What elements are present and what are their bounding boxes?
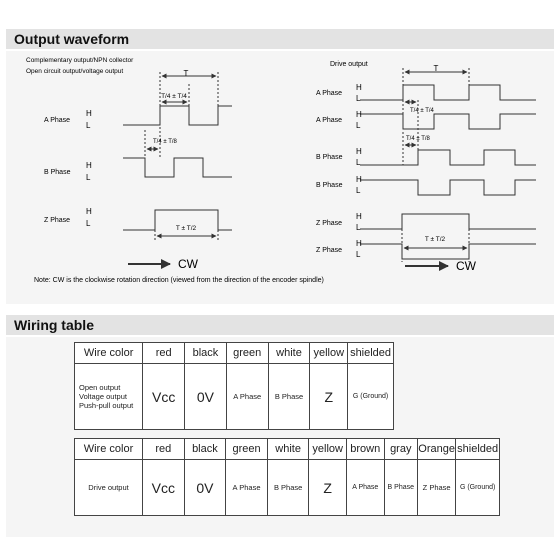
header-cell: gray (384, 439, 417, 460)
left-cw-label: CW (178, 257, 198, 271)
right-caption: Drive output (330, 61, 368, 68)
table-row (75, 364, 394, 430)
left-b-high: H (86, 161, 92, 170)
header-cell: red (143, 439, 185, 460)
wiring-table-header (6, 315, 554, 335)
left-z-high: H (86, 207, 92, 216)
header-cell: Wire color (75, 439, 143, 460)
header-cell: yellow (310, 343, 348, 364)
right-b-low: L (356, 158, 361, 167)
row-label-line: Push-pull output (79, 401, 134, 410)
row-label: Drive output (75, 460, 143, 516)
left-b-phase-label: B Phase (44, 169, 71, 176)
left-z-width-label: T ± T/2 (175, 225, 197, 232)
right-b-comp-high: H (356, 175, 362, 184)
table-cell: 0V (184, 460, 226, 516)
row-label-line: Open output (79, 383, 121, 392)
header-cell: white (267, 439, 309, 460)
left-a-phase-label: A Phase (44, 117, 71, 124)
right-cw-label: CW (456, 259, 476, 273)
table-cell: B Phase (267, 460, 309, 516)
right-a-comp-phase-label: A Phase (316, 117, 343, 124)
right-period-label: T (433, 64, 439, 73)
right-z-low: L (356, 223, 361, 232)
right-b-phase-label: B Phase (316, 154, 343, 161)
table-cell: B Phase (384, 460, 417, 516)
left-a-low: L (86, 121, 91, 130)
header-cell: Orange (418, 439, 456, 460)
left-eighth-label: T/4 ± T/8 (153, 139, 177, 145)
wiring-table-2 (74, 438, 500, 516)
row-label-line: Voltage output (79, 392, 127, 401)
right-z-phase-label: Z Phase (316, 220, 343, 227)
right-eighth-label: T/4 ± T/8 (406, 136, 430, 142)
table-cell: G (Ground) (348, 364, 394, 430)
right-b-comp-phase-label: B Phase (316, 182, 343, 189)
right-z-width-label: T ± T/2 (424, 236, 446, 243)
wiring-table-1 (74, 342, 394, 430)
left-b-low: L (86, 173, 91, 182)
right-a-high: H (356, 83, 362, 92)
table-row (75, 343, 394, 364)
table-cell: G (Ground) (456, 460, 500, 516)
left-period-label: T (183, 69, 189, 78)
right-b-comp-low: L (356, 186, 361, 195)
right-a-phase-label: A Phase (316, 90, 343, 97)
table-row (75, 439, 500, 460)
right-z-comp-high: H (356, 239, 362, 248)
right-a-comp-low: L (356, 121, 361, 130)
table-cell: A Phase (226, 364, 268, 430)
right-z-high: H (356, 212, 362, 221)
header-cell: red (143, 343, 185, 364)
table-cell: Z (309, 460, 347, 516)
right-z-comp-phase-label: Z Phase (316, 247, 343, 254)
left-caption-1: Complementary output/NPN collector (26, 57, 134, 64)
waveform-note: Note: CW is the clockwise rotation direction (viewed from the direction of the encoder spindle) (34, 277, 324, 284)
right-b-high: H (356, 147, 362, 156)
output-waveform-title: Output waveform (14, 31, 130, 47)
right-z-comp-low: L (356, 250, 361, 259)
right-a-comp-high: H (356, 110, 362, 119)
left-a-high: H (86, 109, 92, 118)
table-cell: Z Phase (418, 460, 456, 516)
table-cell: 0V (185, 364, 227, 430)
left-quarter-label: T/4 ± T/4 (161, 93, 187, 100)
table-cell: Vcc (143, 460, 185, 516)
table-cell: B Phase (268, 364, 310, 430)
table-cell: A Phase (226, 460, 268, 516)
table-cell: A Phase (346, 460, 384, 516)
header-cell: Wire color (75, 343, 143, 364)
header-cell: black (184, 439, 226, 460)
table-cell: Vcc (143, 364, 185, 430)
header-cell: brown (346, 439, 384, 460)
left-z-phase-label: Z Phase (44, 217, 71, 224)
table-cell: Z (310, 364, 348, 430)
header-cell: green (226, 343, 268, 364)
header-cell: green (226, 439, 268, 460)
header-cell: shielded (456, 439, 500, 460)
header-cell: yellow (309, 439, 347, 460)
right-a-low: L (356, 94, 361, 103)
right-quarter-label: T/4 ± T/4 (410, 108, 434, 114)
row-label (75, 364, 143, 430)
wiring-table-title: Wiring table (14, 317, 94, 333)
header-cell: black (185, 343, 227, 364)
header-cell: shielded (348, 343, 394, 364)
left-z-low: L (86, 219, 91, 228)
left-caption-2: Open circuit output/voltage output (26, 68, 124, 75)
header-cell: white (268, 343, 310, 364)
table-row (75, 460, 500, 516)
